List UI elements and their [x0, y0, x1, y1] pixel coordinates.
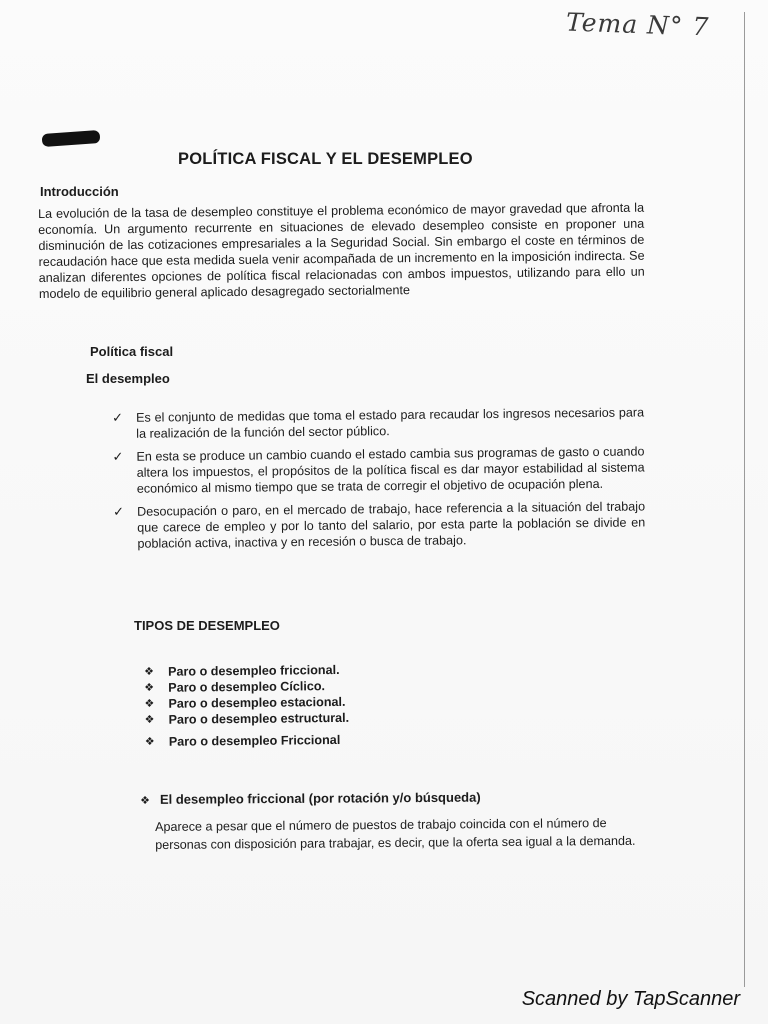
- diamond-bullet-icon: ❖: [144, 681, 155, 694]
- diamond-bullet-icon: ❖: [144, 713, 155, 726]
- intro-paragraph: La evolución de la tasa de desempleo constituye el problema económico de mayor gravedad que afronta la economía. Un argumento recurrente en situaciones de elevado desempleo consiste en proponer una disminución de las cotizaciones empresariales a la Seguridad Social. Sin embargo el coste en términos de recaudación hace que esta medida suela venir acompañada de un incremento en la imposición indirecta. Se analizan diferentes opciones de política fiscal relacionadas con ambos impuestos, utilizando para ello un modelo de equilibrio general aplicado desagregado sectorialmente: [38, 200, 645, 301]
- document-title: POLÍTICA FISCAL Y EL DESEMPLEO: [178, 150, 473, 168]
- list-item-text: Paro o desempleo Cíclico.: [168, 679, 326, 695]
- list-item: [112, 443, 644, 497]
- subheading-politica-fiscal: Política fiscal: [90, 344, 174, 359]
- diamond-bullet-icon: ❖: [144, 665, 155, 678]
- definition-list: [112, 404, 646, 559]
- page-edge: [744, 12, 745, 987]
- check-icon: ✓: [112, 409, 124, 425]
- intro-heading: Introducción: [40, 184, 119, 199]
- types-heading: TIPOS DE DESEMPLEO: [134, 618, 280, 633]
- list-item-text: Paro o desempleo Friccional: [168, 732, 341, 749]
- list-item-text: Paro o desempleo estructural.: [168, 710, 350, 727]
- list-item: [113, 498, 645, 552]
- list-item-text: Paro o desempleo estacional.: [168, 694, 346, 711]
- list-item: [145, 732, 350, 750]
- section-paragraph: Aparece a pesar que el número de puestos de trabajo coincida con el número de personas con disposición para trabajar, es decir, que la oferta sea igual a la demanda.: [155, 816, 636, 852]
- redaction-mark: [42, 130, 101, 147]
- list-item-text: Paro o desempleo friccional.: [168, 662, 340, 679]
- check-icon: ✓: [112, 503, 125, 519]
- list-item: [145, 710, 350, 728]
- subheading-el-desempleo: El desempleo: [86, 371, 170, 386]
- list-item-text: En esta se produce un cambio cuando el estado cambia sus programas de gasto o cuando altera los impuestos, el propósitos de la política fiscal es dar mayor estabilidad al sistema económico al mismo tiempo que se trata de corregir el objetivo de ocupación plena.: [136, 444, 645, 496]
- diamond-bullet-icon: ❖: [140, 794, 150, 807]
- diamond-bullet-icon: ❖: [144, 735, 155, 748]
- section-heading-friccional: [140, 790, 481, 807]
- list-item-text: Desocupación o paro, en el mercado de trabajo, hace referencia a la situación del trabajo que carece de empleo y por lo tanto del salario, por esta parte la población se divide en población activa, inactiva y en recesión o busca de trabajo.: [136, 499, 646, 551]
- list-item: [112, 404, 644, 442]
- diamond-bullet-icon: ❖: [144, 697, 155, 710]
- section-heading-text: El desempleo friccional (por rotación y/o búsqueda): [159, 789, 481, 807]
- list-item-text: Es el conjunto de medidas que toma el estado para recaudar los ingresos necesarios para la realización de la función del sector público.: [136, 405, 645, 441]
- types-list: [144, 662, 349, 750]
- handwritten-note: Tema N° 7: [565, 7, 710, 42]
- scanner-watermark: Scanned by TapScanner: [521, 988, 740, 1010]
- check-icon: ✓: [112, 448, 124, 464]
